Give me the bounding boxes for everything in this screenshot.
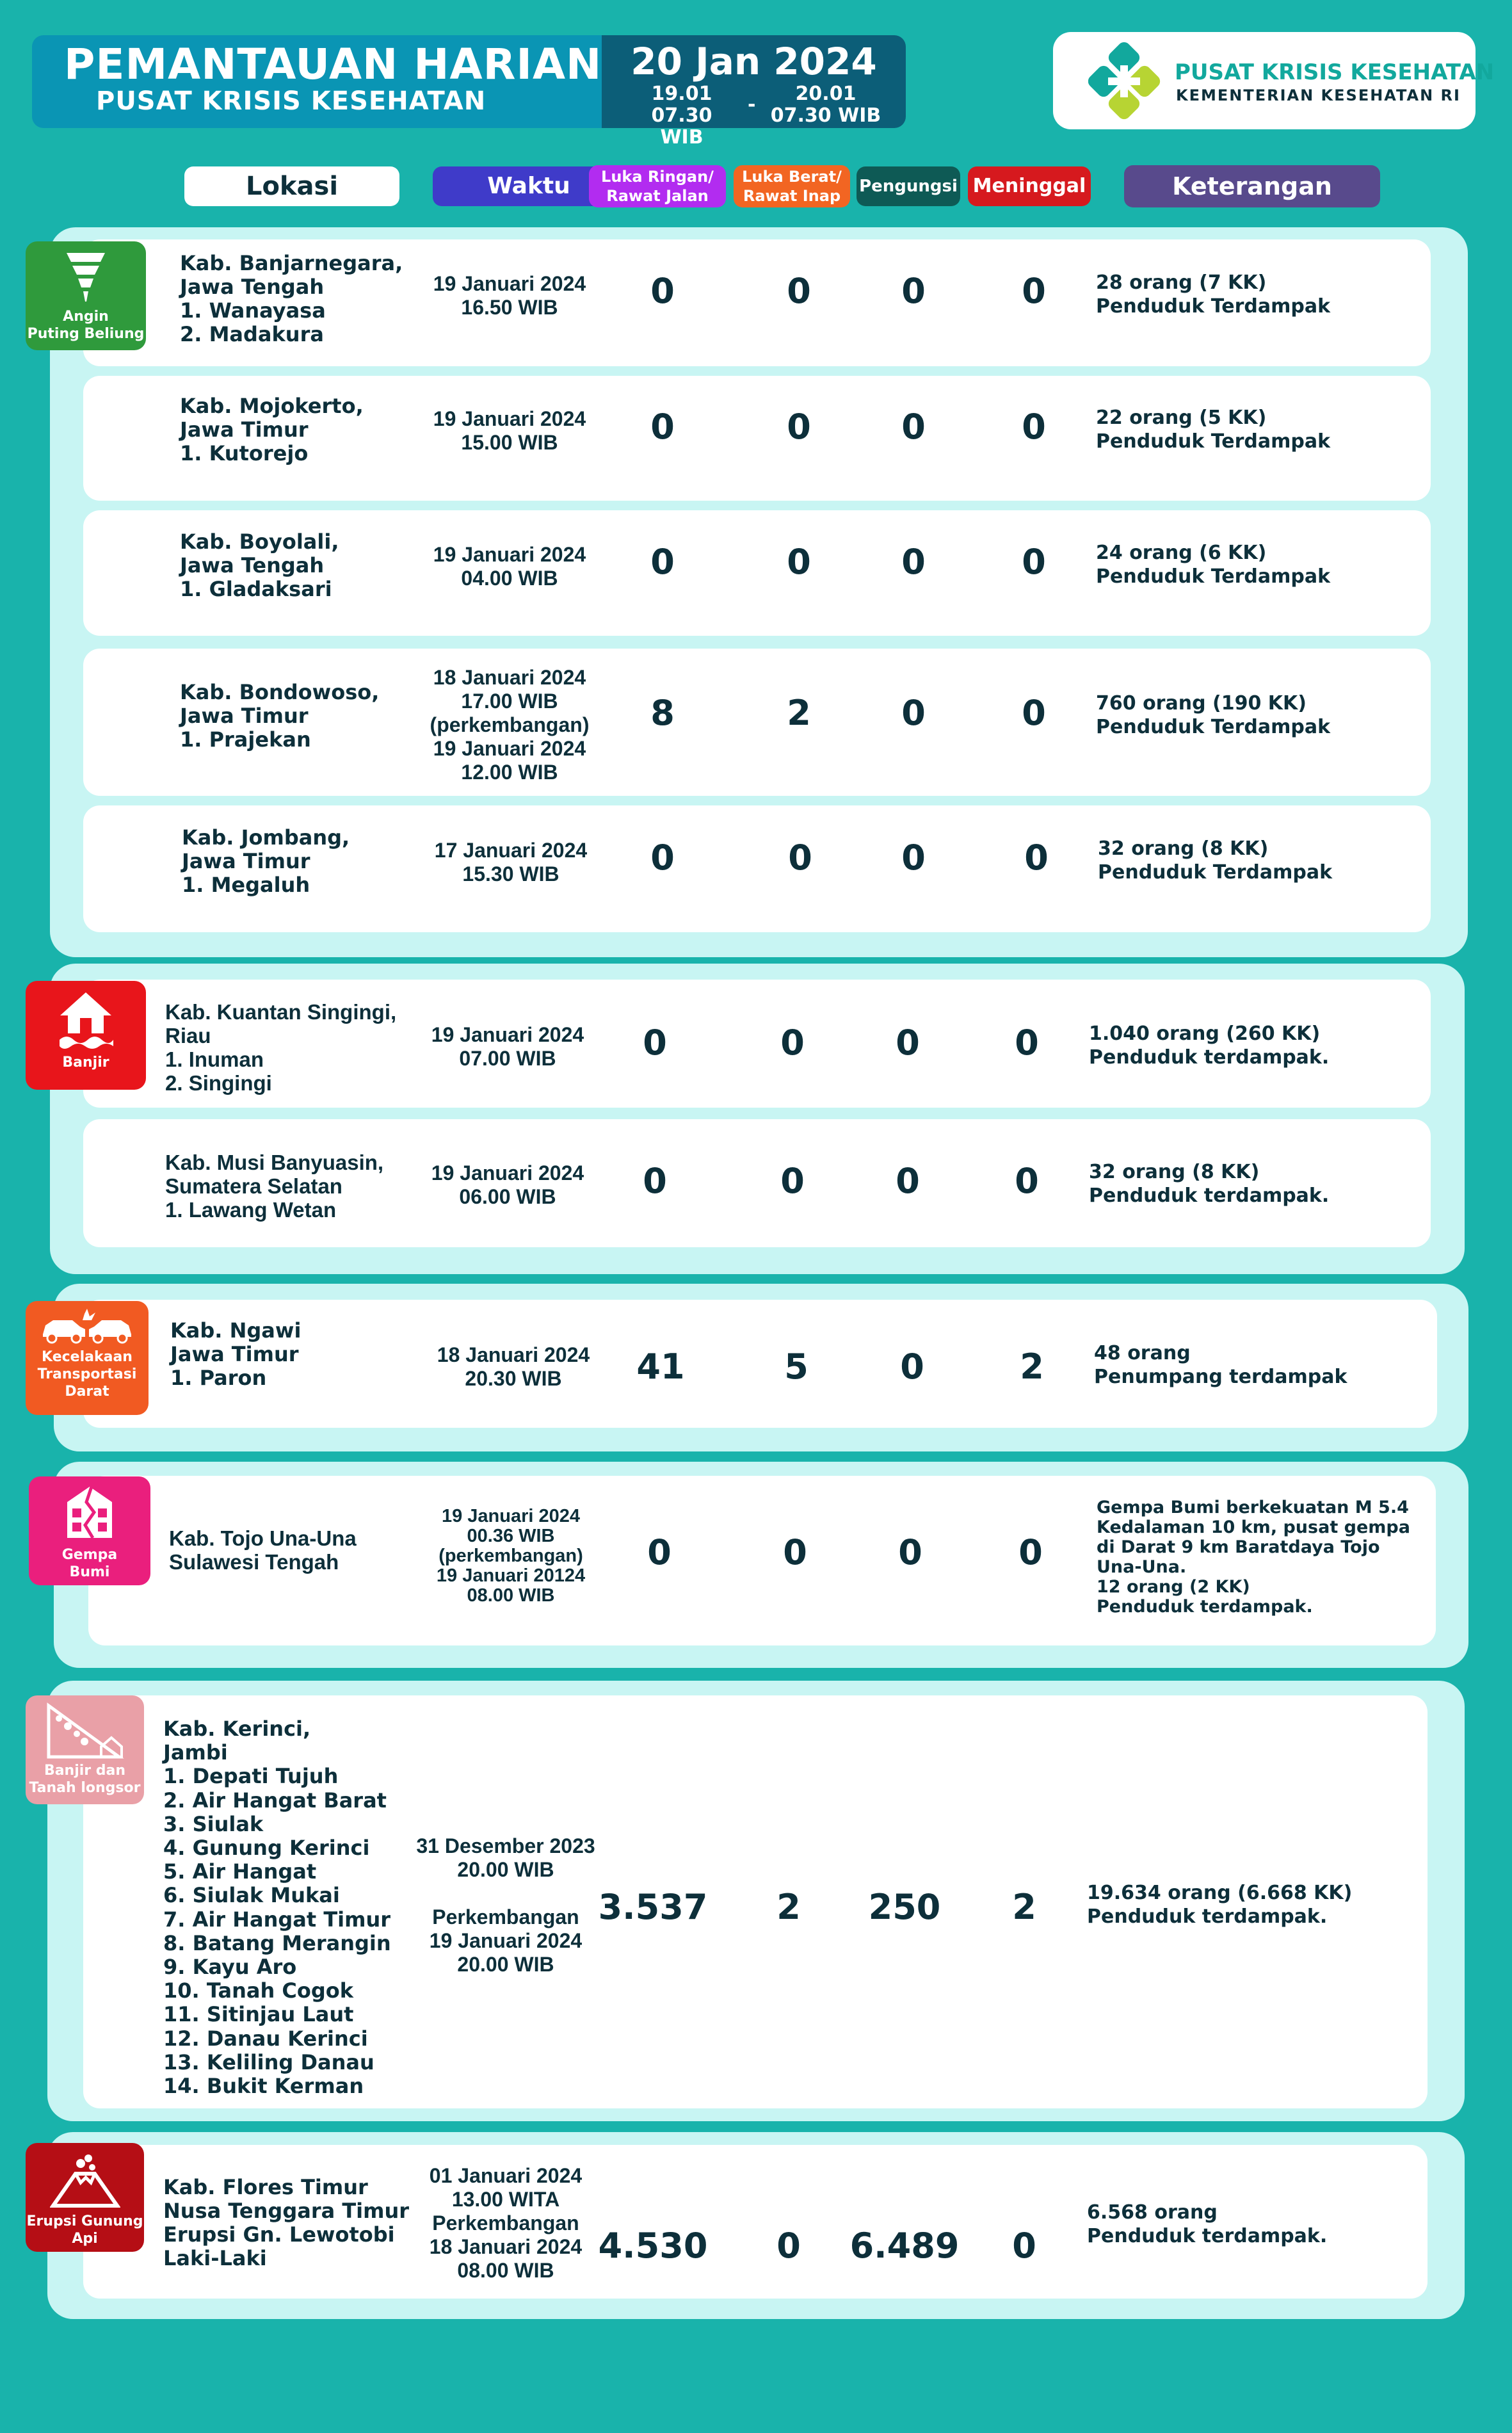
location-line: 1. Megaluh	[182, 873, 310, 897]
location-line: Jambi	[163, 1740, 228, 1765]
category-label-line3: Darat	[65, 1384, 109, 1400]
time-line: 19 Januari 20124	[436, 1565, 586, 1586]
count-ringan: 0	[647, 1532, 672, 1572]
category-label-line1: Erupsi Gunung	[26, 2213, 143, 2229]
time-line: 15.30 WIB	[462, 862, 559, 885]
row-location	[180, 530, 339, 601]
row-time	[382, 666, 638, 784]
row-time	[382, 407, 638, 455]
count-pengungsi: 0	[898, 1532, 922, 1572]
location-line: 8. Batang Merangin	[163, 1930, 391, 1955]
count-berat: 0	[787, 407, 811, 447]
time-line: 16.50 WIB	[461, 296, 558, 319]
count-meninggal: 0	[1022, 407, 1046, 447]
column-header-luka-berat	[734, 165, 850, 207]
time-line: 19 Januari 2024	[433, 737, 586, 760]
time-line: 17 Januari 2024	[434, 839, 588, 862]
keterangan-line: 760 orang (190 KK)	[1096, 692, 1307, 715]
volcano-icon	[50, 2149, 120, 2210]
time-line: 31 Desember 2023	[416, 1834, 595, 1857]
location-line: Jawa Timur	[180, 704, 309, 728]
location-line: 2. Singingi	[165, 1071, 272, 1095]
row-location	[169, 1526, 357, 1574]
location-line: 2. Air Hangat Barat	[163, 1788, 387, 1813]
keterangan-line: 1.040 orang (260 KK)	[1089, 1023, 1321, 1045]
landslide-icon	[44, 1702, 127, 1759]
row-location	[182, 826, 350, 897]
column-header-luka-ringan-line1: Luka Ringan/	[601, 168, 714, 186]
row-keterangan	[1096, 541, 1330, 588]
time-line: 00.36 WIB	[467, 1526, 555, 1546]
date-range	[615, 83, 896, 149]
range-end-time: 07.30 WIB	[770, 104, 881, 127]
time-line: 19 Januari 2024	[431, 1161, 584, 1184]
keterangan-line: Penumpang terdampak	[1094, 1366, 1347, 1388]
page-title: PEMANTAUAN HARIAN	[64, 40, 602, 89]
category-label-line2: Transportasi	[37, 1366, 137, 1382]
count-pengungsi: 0	[901, 693, 926, 733]
category-label-line2: Api	[72, 2231, 98, 2247]
location-line: Jawa Timur	[182, 849, 310, 873]
row-time	[382, 543, 638, 590]
row-keterangan	[1089, 1022, 1329, 1069]
column-header-keterangan: Keterangan	[1124, 165, 1380, 207]
row-location	[165, 1151, 383, 1222]
time-line: 01 Januari 2024	[429, 2164, 583, 2187]
keterangan-line: Penduduk terdampak.	[1089, 1046, 1330, 1069]
location-line: Jawa Tengah	[180, 553, 325, 578]
keterangan-line: Penduduk terdampak.	[1087, 1905, 1328, 1928]
time-line: 19 Januari 2024	[433, 407, 586, 430]
range-start-date: 19.01	[651, 83, 712, 105]
keterangan-line: 32 orang (8 KK)	[1089, 1161, 1260, 1183]
location-line: Nusa Tenggara Timur	[163, 2199, 410, 2223]
location-line: 4. Gunung Kerinci	[163, 1836, 370, 1861]
location-line: Kab. Musi Banyuasin,	[165, 1151, 384, 1174]
row-time	[382, 272, 638, 319]
count-meninggal: 0	[1022, 693, 1046, 733]
count-ringan: 4.530	[598, 2226, 708, 2266]
keterangan-line: Penduduk Terdampak	[1098, 861, 1333, 884]
count-meninggal: 2	[1012, 1887, 1036, 1927]
count-meninggal: 2	[1020, 1346, 1044, 1387]
row-keterangan	[1094, 1341, 1347, 1389]
kemenkes-logo-icon	[1088, 40, 1168, 123]
column-header-meninggal: Meninggal	[968, 166, 1091, 206]
row-location	[165, 1000, 396, 1095]
keterangan-line: 6.568 orang	[1087, 2201, 1218, 2224]
category-label-line1: Angin	[63, 309, 109, 325]
location-line: Jawa Timur	[180, 417, 309, 442]
row-location	[170, 1319, 301, 1390]
time-line: Perkembangan	[432, 1905, 579, 1928]
location-line: 9. Kayu Aro	[163, 1955, 297, 1980]
keterangan-line: 48 orang	[1094, 1342, 1191, 1364]
count-pengungsi: 0	[896, 1161, 920, 1201]
column-header-luka-ringan-line2: Rawat Jalan	[606, 187, 709, 205]
keterangan-line: Penduduk Terdampak	[1096, 565, 1331, 588]
time-line: Perkembangan	[432, 2211, 579, 2235]
row-keterangan	[1097, 1498, 1410, 1617]
category-badge-erupsi	[26, 2143, 144, 2252]
location-line: Sumatera Selatan	[165, 1174, 342, 1198]
row-keterangan	[1096, 271, 1330, 318]
location-line: 5. Air Hangat	[163, 1859, 317, 1884]
count-pengungsi: 250	[868, 1887, 941, 1927]
location-line: 10. Tanah Cogok	[163, 1978, 354, 2003]
keterangan-line: di Darat 9 km Baratdaya Tojo	[1097, 1537, 1380, 1557]
count-ringan: 0	[650, 542, 675, 582]
row-location	[163, 2176, 409, 2270]
location-line: 1. Paron	[170, 1366, 267, 1390]
count-meninggal: 0	[1024, 837, 1049, 878]
keterangan-line: Penduduk terdampak.	[1089, 1184, 1330, 1207]
category-label-line1: Banjir	[62, 1055, 109, 1071]
column-header-lokasi: Lokasi	[184, 166, 399, 206]
column-header-pengungsi: Pengungsi	[857, 166, 960, 206]
time-line: 19 Januari 2024	[441, 1506, 581, 1526]
column-header-luka-ringan	[589, 165, 726, 207]
location-line: 1. Depati Tujuh	[163, 1764, 339, 1789]
keterangan-line: 12 orang (2 KK)	[1097, 1577, 1250, 1597]
time-line: 19 Januari 2024	[429, 1929, 583, 1952]
time-line: (perkembangan)	[430, 713, 590, 736]
location-line: Jawa Timur	[170, 1342, 299, 1366]
location-line: Kab. Kuantan Singingi,	[165, 1000, 397, 1024]
count-pengungsi: 0	[901, 271, 926, 311]
keterangan-line: Una-Una.	[1097, 1557, 1187, 1577]
column-header-luka-berat-line1: Luka Berat/	[742, 168, 842, 186]
count-meninggal: 0	[1012, 2226, 1036, 2266]
location-line: Erupsi Gn. Lewotobi	[163, 2222, 395, 2247]
location-line: Riau	[165, 1024, 211, 1047]
location-line: Kab. Jombang,	[182, 825, 350, 850]
count-pengungsi: 0	[901, 407, 926, 447]
row-location	[180, 681, 379, 752]
keterangan-line: 19.634 orang (6.668 KK)	[1087, 1882, 1353, 1904]
category-label-line1: Gempa	[61, 1547, 118, 1563]
count-berat: 2	[776, 1887, 801, 1927]
row-location	[180, 394, 364, 465]
count-pengungsi: 0	[901, 837, 926, 878]
count-berat: 0	[776, 2226, 801, 2266]
row-time	[383, 839, 639, 886]
category-label-line2: Bumi	[69, 1564, 110, 1580]
row-keterangan	[1096, 406, 1330, 453]
logo-title: PUSAT KRISIS KESEHATAN	[1175, 60, 1495, 85]
location-line: 2. Madakura	[180, 322, 324, 346]
keterangan-line: Penduduk Terdampak	[1096, 295, 1331, 318]
count-berat: 0	[787, 271, 811, 311]
location-line: 1. Lawang Wetan	[165, 1198, 337, 1222]
count-meninggal: 0	[1022, 542, 1046, 582]
category-label-line2: Tanah longsor	[29, 1780, 141, 1796]
location-line: 6. Siulak Mukai	[163, 1883, 340, 1908]
location-line: 12. Danau Kerinci	[163, 2026, 368, 2051]
location-line: Kab. Kerinci,	[163, 1717, 311, 1741]
time-line: 15.00 WIB	[461, 431, 558, 454]
count-berat: 0	[783, 1532, 807, 1572]
keterangan-line: 22 orang (5 KK)	[1096, 407, 1267, 429]
time-line: 13.00 WITA	[451, 2188, 560, 2211]
earthquake-building-icon	[61, 1483, 118, 1544]
count-meninggal: 0	[1022, 271, 1046, 311]
column-header-waktu: Waktu	[433, 166, 625, 206]
category-badge-banjir	[26, 981, 146, 1090]
time-line: 18 Januari 2024	[433, 666, 586, 689]
keterangan-line: Penduduk Terdampak	[1096, 430, 1331, 453]
count-berat: 0	[788, 837, 812, 878]
location-line: Kab. Ngawi	[170, 1318, 302, 1343]
keterangan-line: Penduduk Terdampak	[1096, 716, 1331, 738]
time-line: 04.00 WIB	[461, 567, 558, 590]
count-ringan: 3.537	[598, 1887, 708, 1927]
location-line: Kab. Boyolali,	[180, 529, 339, 554]
location-line: 1. Wanayasa	[180, 298, 326, 323]
time-line: 18 Januari 2024	[429, 2235, 583, 2258]
row-keterangan	[1098, 837, 1332, 884]
count-berat: 0	[780, 1023, 805, 1063]
row-keterangan	[1087, 1881, 1352, 1928]
location-line: 1. Gladaksari	[180, 577, 332, 601]
location-line: 14. Bukit Kerman	[163, 2074, 364, 2099]
category-badge-gempa	[29, 1476, 150, 1585]
keterangan-line: Penduduk terdampak.	[1097, 1597, 1313, 1617]
location-line: 7. Air Hangat Timur	[163, 1907, 391, 1932]
keterangan-line: Penduduk terdampak.	[1087, 2225, 1328, 2247]
keterangan-line: 28 orang (7 KK)	[1096, 271, 1267, 294]
keterangan-line: 32 orang (8 KK)	[1098, 837, 1269, 860]
location-line: Kab. Flores Timur	[163, 2175, 368, 2199]
location-line: Jawa Tengah	[180, 275, 325, 299]
location-line: Kab. Tojo Una-Una	[169, 1526, 357, 1550]
page-subtitle: PUSAT KRISIS KESEHATAN	[96, 86, 487, 116]
category-label-line1: Banjir dan	[44, 1763, 126, 1779]
count-pengungsi: 0	[901, 542, 926, 582]
time-line: 19 Januari 2024	[431, 1023, 584, 1046]
row-location	[163, 1717, 391, 2098]
count-meninggal: 0	[1015, 1023, 1039, 1063]
count-pengungsi: 0	[900, 1346, 924, 1387]
time-line: 20.30 WIB	[465, 1367, 562, 1390]
range-end-date: 20.01	[795, 83, 857, 105]
location-line: 3. Siulak	[163, 1811, 264, 1836]
row-keterangan	[1089, 1160, 1329, 1208]
time-line: 08.00 WIB	[467, 1585, 555, 1606]
row-location	[180, 252, 403, 346]
count-ringan: 0	[650, 407, 675, 447]
category-badge-kecelakaan	[26, 1301, 149, 1415]
time-line: 19 Januari 2024	[433, 272, 586, 295]
logo-subtitle: KEMENTERIAN KESEHATAN RI	[1176, 86, 1461, 104]
time-line: 06.00 WIB	[459, 1185, 556, 1208]
time-line: 20.00 WIB	[457, 1953, 554, 1976]
report-date: 20 Jan 2024	[631, 40, 877, 83]
category-badge-longsor	[26, 1695, 144, 1804]
count-berat: 2	[787, 693, 811, 733]
time-line: 17.00 WIB	[461, 690, 558, 713]
location-line: 1. Prajekan	[180, 727, 311, 752]
row-keterangan	[1087, 2201, 1327, 2248]
category-badge-angin	[26, 241, 146, 350]
range-separator: -	[748, 93, 756, 116]
keterangan-line: Kedalaman 10 km, pusat gempa	[1097, 1517, 1410, 1537]
category-label-line1: Kecelakaan	[42, 1349, 133, 1365]
count-ringan: 0	[650, 837, 675, 878]
range-start-time: 07.30 WIB	[651, 104, 712, 149]
count-ringan: 0	[643, 1161, 667, 1201]
time-line: 12.00 WIB	[461, 761, 558, 784]
keterangan-line: Gempa Bumi berkekuatan M 5.4	[1097, 1498, 1409, 1517]
count-meninggal: 0	[1018, 1532, 1043, 1572]
count-ringan: 0	[643, 1023, 667, 1063]
car-crash-icon	[39, 1307, 135, 1346]
time-line: 08.00 WIB	[457, 2259, 554, 2282]
count-ringan: 8	[650, 693, 675, 733]
count-berat: 0	[787, 542, 811, 582]
tornado-icon	[63, 248, 108, 305]
flood-house-icon	[57, 987, 115, 1051]
count-ringan: 41	[636, 1346, 685, 1387]
row-time	[383, 1507, 639, 1606]
count-pengungsi: 0	[896, 1023, 920, 1063]
count-ringan: 0	[650, 271, 675, 311]
location-line: Kab. Mojokerto,	[180, 394, 364, 418]
time-line: 19 Januari 2024	[433, 543, 586, 566]
category-label-line2: Puting Beliung	[27, 326, 145, 342]
location-line: Kab. Bondowoso,	[180, 680, 380, 704]
time-line: (perkembangan)	[438, 1546, 583, 1566]
keterangan-line: 24 orang (6 KK)	[1096, 542, 1267, 564]
location-line: 13. Keliling Danau	[163, 2049, 374, 2074]
location-line: 11. Sitinjau Laut	[163, 2002, 354, 2027]
location-line: 1. Inuman	[165, 1047, 264, 1071]
count-meninggal: 0	[1015, 1161, 1039, 1201]
location-line: Laki-Laki	[163, 2246, 267, 2270]
location-line: Sulawesi Tengah	[169, 1550, 339, 1574]
location-line: 1. Kutorejo	[180, 441, 309, 465]
time-line: 18 Januari 2024	[437, 1343, 590, 1366]
time-line: 07.00 WIB	[459, 1047, 556, 1070]
count-berat: 5	[784, 1346, 808, 1387]
column-header-luka-berat-line2: Rawat Inap	[743, 187, 841, 205]
count-pengungsi: 6.489	[849, 2226, 960, 2266]
count-berat: 0	[780, 1161, 805, 1201]
location-line: Kab. Banjarnegara,	[180, 251, 403, 275]
time-line: 20.00 WIB	[457, 1858, 554, 1881]
row-keterangan	[1096, 691, 1330, 739]
